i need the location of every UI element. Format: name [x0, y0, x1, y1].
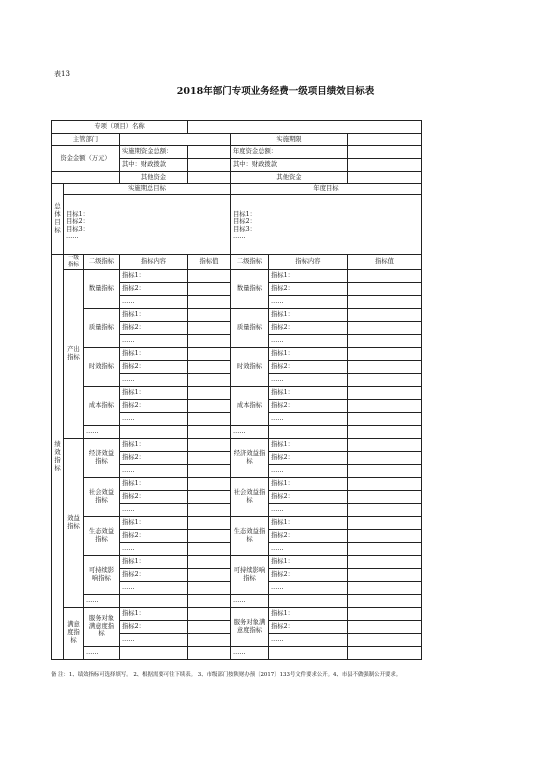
indicator-more[interactable]: …… [84, 425, 120, 438]
perf-indicator-label: 绩效指标 [52, 255, 64, 660]
indicator-value[interactable] [269, 594, 348, 607]
indicator-value[interactable] [188, 282, 231, 295]
indicator-item[interactable]: 指标2： [120, 529, 188, 542]
indicator-item[interactable]: 指标2： [120, 360, 188, 373]
year-other-cell[interactable] [348, 172, 422, 184]
table-row [52, 607, 422, 620]
indicator-item[interactable]: 指标1： [120, 516, 188, 529]
indicator-more[interactable]: …… [120, 633, 188, 646]
indicator-value[interactable] [120, 646, 188, 659]
indicator-more[interactable]: …… [269, 581, 348, 594]
table-row [52, 516, 422, 529]
indicator-value[interactable] [348, 308, 422, 321]
eco-benefit-left: 生态效益指标 [84, 516, 120, 555]
indicator-value[interactable] [348, 451, 422, 464]
indicator-item[interactable]: 指标2： [269, 282, 348, 295]
indicator-more[interactable]: …… [269, 412, 348, 425]
table-row [52, 308, 422, 321]
indicator-value[interactable] [348, 412, 422, 425]
eco-benefit-right: 生态效益指标 [231, 516, 269, 555]
indicator-value[interactable] [188, 373, 231, 386]
indicator-value[interactable] [348, 646, 422, 659]
indicator-item[interactable]: 指标2： [269, 399, 348, 412]
table-row [52, 594, 422, 607]
year-fiscal-cell[interactable] [348, 159, 422, 172]
indicator-value[interactable] [348, 594, 422, 607]
indicator-item[interactable]: 指标1： [120, 607, 188, 620]
indicator-item[interactable]: 指标2： [120, 321, 188, 334]
indicator-value[interactable] [188, 269, 231, 282]
indicator-value[interactable] [348, 295, 422, 308]
indicator-item[interactable]: 指标2： [269, 321, 348, 334]
indicator-value[interactable] [348, 425, 422, 438]
economic-benefit-right: 经济效益指标 [231, 438, 269, 477]
indicator-value[interactable] [348, 464, 422, 477]
satisfaction-indicator-label: 满意度指标 [64, 607, 84, 659]
year-other-label: 其他资金 [231, 172, 348, 184]
impl-other-cell[interactable] [188, 172, 231, 184]
indicator-item[interactable]: 指标2： [120, 568, 188, 581]
service-satisfaction-left: 服务对象满意度指标 [84, 607, 120, 646]
indicator-value[interactable] [348, 269, 422, 282]
indicator-value[interactable] [188, 646, 231, 659]
indicator-more[interactable]: …… [269, 464, 348, 477]
time-indicator-left: 时效指标 [84, 347, 120, 386]
impl-goal-cell[interactable]: 目标1： 目标2： 目标3： …… [64, 195, 231, 255]
indicator-value[interactable] [188, 412, 231, 425]
table-row [52, 269, 422, 282]
indicator-item[interactable]: 指标1： [269, 438, 348, 451]
indicator-item[interactable]: 指标1： [120, 555, 188, 568]
indicator-value[interactable] [348, 581, 422, 594]
indicator-value[interactable] [120, 425, 188, 438]
indicator-value[interactable] [188, 334, 231, 347]
table-row [52, 425, 422, 438]
indicator-header-row [52, 255, 422, 270]
performance-goal-form [51, 120, 421, 660]
indicator-item[interactable]: 指标2： [120, 451, 188, 464]
year-total-label: 年度资金总额： [231, 146, 348, 159]
content-header-left: 指标内容 [120, 255, 188, 270]
indicator-value[interactable] [348, 529, 422, 542]
indicator-value[interactable] [188, 399, 231, 412]
indicator-value[interactable] [188, 438, 231, 451]
indicator-more[interactable]: …… [269, 633, 348, 646]
indicator-item[interactable]: 指标1： [269, 516, 348, 529]
indicator-item[interactable]: 指标2： [269, 490, 348, 503]
indicator-value[interactable] [348, 607, 422, 620]
department-row [52, 134, 422, 146]
indicator-value[interactable] [188, 490, 231, 503]
indicator-value[interactable] [188, 594, 231, 607]
cost-indicator-right: 成本指标 [231, 386, 269, 425]
indicator-item[interactable]: 指标2： [120, 620, 188, 633]
department-label: 主管部门 [52, 134, 120, 146]
indicator-value[interactable] [348, 347, 422, 360]
output-indicator-label: 产出指标 [64, 269, 84, 438]
indicator-value[interactable] [348, 555, 422, 568]
table-row [52, 386, 422, 399]
indicator-item[interactable]: 指标1： [269, 607, 348, 620]
indicator-value[interactable] [348, 399, 422, 412]
indicator-value[interactable] [188, 568, 231, 581]
quality-indicator-right: 质量指标 [231, 308, 269, 347]
indicator-value[interactable] [188, 542, 231, 555]
indicator-more[interactable]: …… [120, 503, 188, 516]
indicator-value[interactable] [120, 594, 188, 607]
table-row [52, 438, 422, 451]
indicator-item[interactable]: 指标1： [120, 347, 188, 360]
page-title: 2018年部门专项业务经费一级项目绩效目标表 [176, 86, 375, 97]
cost-indicator-left: 成本指标 [84, 386, 120, 425]
indicator-value[interactable] [348, 386, 422, 399]
indicator-value[interactable] [348, 516, 422, 529]
project-name-row [52, 121, 422, 134]
indicator-item[interactable]: 指标1： [269, 308, 348, 321]
sustain-impact-right: 可持续影响指标 [231, 555, 269, 594]
fund-amount-label: 资金金额（万元） [52, 146, 120, 172]
indicator-more[interactable]: …… [120, 464, 188, 477]
indicator-item[interactable]: 指标2： [269, 568, 348, 581]
indicator-value[interactable] [348, 490, 422, 503]
indicator-value[interactable] [188, 360, 231, 373]
indicator-more[interactable]: …… [120, 334, 188, 347]
indicator-more[interactable]: …… [120, 581, 188, 594]
indicator-item[interactable]: 指标2： [269, 451, 348, 464]
indicator-value[interactable] [188, 347, 231, 360]
indicator-value[interactable] [188, 581, 231, 594]
indicator-value[interactable] [188, 555, 231, 568]
indicator-value[interactable] [188, 477, 231, 490]
indicator-value[interactable] [348, 633, 422, 646]
indicator-value[interactable] [348, 503, 422, 516]
level2-header-left: 二级指标 [84, 255, 120, 270]
indicator-more[interactable]: …… [120, 295, 188, 308]
indicator-value[interactable] [188, 386, 231, 399]
indicator-value[interactable] [269, 646, 348, 659]
value-header-right: 指标值 [348, 255, 422, 270]
indicator-more[interactable]: …… [269, 373, 348, 386]
value-header-left: 指标值 [188, 255, 231, 270]
social-benefit-left: 社会效益指标 [84, 477, 120, 516]
social-benefit-right: 社会效益指标 [231, 477, 269, 516]
project-name-cell[interactable] [188, 121, 422, 134]
quality-indicator-left: 质量指标 [84, 308, 120, 347]
fund-total-row [52, 146, 422, 159]
indicator-item[interactable]: 指标1： [120, 386, 188, 399]
service-satisfaction-right: 服务对象满意度指标 [231, 607, 269, 646]
indicator-value[interactable] [348, 620, 422, 633]
indicator-value[interactable] [188, 516, 231, 529]
table-row [52, 347, 422, 360]
indicator-value[interactable] [188, 529, 231, 542]
impl-goal-header: 实施期总目标 [64, 184, 231, 195]
indicator-item[interactable]: 指标2： [120, 490, 188, 503]
year-goal-cell[interactable]: 目标1： 目标2： 目标3： …… [231, 195, 422, 255]
indicator-item[interactable]: 指标1： [269, 269, 348, 282]
indicator-more[interactable]: …… [84, 646, 120, 659]
indicator-item[interactable]: 指标1： [269, 347, 348, 360]
overall-goal-label: 总体目标 [52, 184, 64, 255]
indicator-value[interactable] [188, 503, 231, 516]
indicator-item[interactable]: 指标1： [269, 386, 348, 399]
level1-header: 一级指标 [64, 255, 84, 270]
indicator-item[interactable]: 指标2： [269, 620, 348, 633]
overall-goal-header-row [52, 184, 422, 195]
impl-fiscal-cell[interactable] [188, 159, 231, 172]
indicator-more[interactable]: …… [120, 373, 188, 386]
indicator-item[interactable]: 指标1： [269, 477, 348, 490]
indicator-item[interactable]: 指标2： [269, 360, 348, 373]
indicator-item[interactable]: 指标1： [120, 308, 188, 321]
economic-benefit-left: 经济效益指标 [84, 438, 120, 477]
indicator-more[interactable]: …… [269, 334, 348, 347]
indicator-item[interactable]: 指标1： [120, 269, 188, 282]
impl-fiscal-label: 其中：财政拨款 [120, 159, 188, 172]
quantity-indicator-left: 数量指标 [84, 269, 120, 308]
impl-total-cell[interactable] [188, 146, 231, 159]
department-cell[interactable] [120, 134, 231, 146]
indicator-value[interactable] [348, 477, 422, 490]
indicator-value[interactable] [188, 308, 231, 321]
year-goal-header: 年度目标 [231, 184, 422, 195]
indicator-more[interactable]: …… [231, 646, 269, 659]
indicator-more[interactable]: …… [269, 503, 348, 516]
period-label: 实施期限 [231, 134, 348, 146]
indicator-value[interactable] [348, 438, 422, 451]
indicator-value[interactable] [188, 633, 231, 646]
indicator-item[interactable]: 指标2： [269, 529, 348, 542]
table-row [52, 555, 422, 568]
indicator-value[interactable] [348, 334, 422, 347]
indicator-value[interactable] [188, 620, 231, 633]
period-cell[interactable] [348, 134, 422, 146]
impl-other-label: 其他资金 [120, 172, 188, 184]
indicator-item[interactable]: 指标2： [120, 399, 188, 412]
indicator-value[interactable] [269, 425, 348, 438]
indicator-value[interactable] [348, 542, 422, 555]
indicator-more[interactable]: …… [120, 542, 188, 555]
other-funds-row [52, 172, 422, 184]
indicator-more[interactable]: …… [84, 594, 120, 607]
indicator-more[interactable]: …… [120, 412, 188, 425]
indicator-more[interactable]: …… [231, 425, 269, 438]
indicator-value[interactable] [188, 607, 231, 620]
table-row [52, 477, 422, 490]
indicator-value[interactable] [348, 360, 422, 373]
table-number-label: 表13 [54, 70, 70, 78]
quantity-indicator-right: 数量指标 [231, 269, 269, 308]
sustain-impact-left: 可持续影响指标 [84, 555, 120, 594]
indicator-item[interactable]: 指标1： [120, 438, 188, 451]
indicator-value[interactable] [348, 373, 422, 386]
indicator-value[interactable] [348, 568, 422, 581]
project-name-label: 专项（项目）名称 [52, 121, 188, 134]
indicator-value[interactable] [348, 282, 422, 295]
indicator-item[interactable]: 指标1： [269, 555, 348, 568]
impl-total-label: 实施期资金总额： [120, 146, 188, 159]
indicator-value[interactable] [188, 451, 231, 464]
indicator-value[interactable] [188, 464, 231, 477]
indicator-value[interactable] [188, 295, 231, 308]
table-row [52, 646, 422, 659]
indicator-item[interactable]: 指标2： [120, 282, 188, 295]
indicator-more[interactable]: …… [231, 594, 269, 607]
overall-goal-content-row [52, 195, 422, 255]
year-total-cell[interactable] [348, 146, 422, 159]
indicator-item[interactable]: 指标1： [120, 477, 188, 490]
content-header-right: 指标内容 [269, 255, 348, 270]
indicator-value[interactable] [188, 321, 231, 334]
level2-header-right: 二级指标 [231, 255, 269, 270]
footnote: 备 注：1、绩效指标可选择填写。 2、根据需要可往下续表。 3、市级部门按陕财办预〔2017〕133号文件要求公开。4、市县不做强制公开要求。 [51, 672, 402, 678]
time-indicator-right: 时效指标 [231, 347, 269, 386]
indicator-more[interactable]: …… [269, 542, 348, 555]
indicator-more[interactable]: …… [269, 295, 348, 308]
year-fiscal-label: 其中：财政拨款 [231, 159, 348, 172]
benefit-indicator-label: 效益指标 [64, 438, 84, 607]
indicator-value[interactable] [188, 425, 231, 438]
indicator-value[interactable] [348, 321, 422, 334]
